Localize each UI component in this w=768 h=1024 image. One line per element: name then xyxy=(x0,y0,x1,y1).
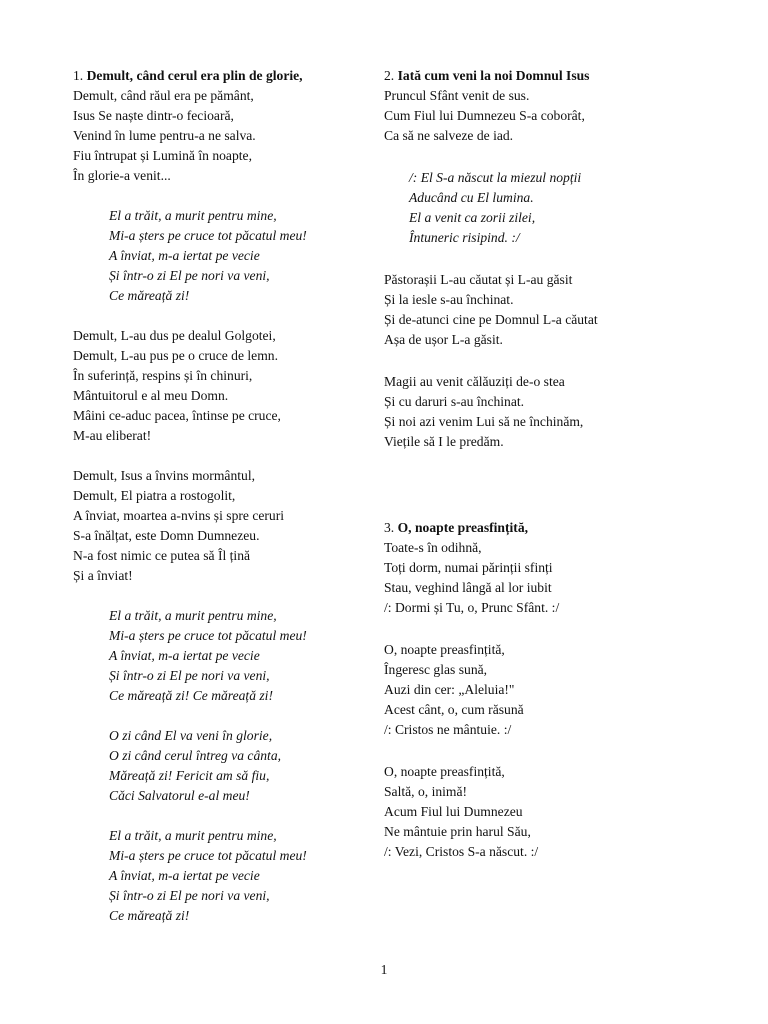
verse-line: Stau, veghind lângă al lor iubit xyxy=(384,580,552,595)
song-title xyxy=(384,518,744,538)
refrain-stanza xyxy=(73,206,373,306)
verse-stanza xyxy=(384,270,744,350)
page-number: 1 xyxy=(380,962,388,977)
verse-line: Venind în lume pentru-a ne salva. xyxy=(73,128,256,143)
song-title-text: O, noapte preasfințită, xyxy=(397,520,529,535)
verse-line: Ne mântuie prin harul Său, xyxy=(384,824,531,839)
verse-line: /: Cristos ne mântuie. :/ xyxy=(384,722,512,737)
song-2 xyxy=(384,66,744,452)
verse-line: O, noapte preasfințită, xyxy=(384,642,505,657)
refrain-line: Mi-a șters pe cruce tot păcatul meu! xyxy=(109,848,307,863)
song-title xyxy=(73,66,373,86)
refrain-line: A înviat, m-a iertat pe vecie xyxy=(109,248,260,263)
verse-line: Magii au venit călăuziți de-o stea xyxy=(384,374,565,389)
verse-stanza xyxy=(384,86,744,146)
refrain-line: Aducând cu El lumina. xyxy=(409,190,534,205)
refrain-line: El a venit ca zorii zilei, xyxy=(409,210,536,225)
verse-stanza xyxy=(384,538,744,618)
refrain-stanza xyxy=(73,826,373,926)
verse-line: În glorie-a venit... xyxy=(73,168,171,183)
verse-line: Saltă, o, inimă! xyxy=(384,784,468,799)
verse-line: A înviat, moartea a-nvins și spre ceruri xyxy=(73,508,285,523)
song-title-text: Iată cum veni la noi Domnul Isus xyxy=(397,68,590,83)
refrain-line: El a trăit, a murit pentru mine, xyxy=(109,828,277,843)
verse-line: Și de-atunci cine pe Domnul L-a căutat xyxy=(384,312,598,327)
verse-stanza xyxy=(384,372,744,452)
refrain-stanza xyxy=(73,606,373,706)
verse-line: Toți dorm, numai părinții sfinți xyxy=(384,560,553,575)
refrain-stanza xyxy=(73,726,373,806)
verse-line: Mântuitorul e al meu Domn. xyxy=(73,388,229,403)
verse-line: Și a înviat! xyxy=(73,568,133,583)
refrain-line: Și într-o zi El pe nori va veni, xyxy=(109,268,270,283)
verse-line: Și la iesle s-au închinat. xyxy=(384,292,514,307)
right-column xyxy=(384,66,744,862)
refrain-line: Și într-o zi El pe nori va veni, xyxy=(109,668,270,683)
verse-stanza xyxy=(73,326,373,446)
verse-line: Isus Se naște dintr-o fecioară, xyxy=(73,108,234,123)
song-number: 2. xyxy=(384,68,395,83)
verse-stanza xyxy=(73,86,373,186)
refrain-line: Întuneric risipind. :/ xyxy=(409,230,520,245)
verse-line: Demult, când răul era pe pământ, xyxy=(73,88,254,103)
refrain-line: Mi-a șters pe cruce tot păcatul meu! xyxy=(109,628,307,643)
verse-line: Păstorașii L-au căutat și L-au găsit xyxy=(384,272,573,287)
verse-line: Demult, El piatra a rostogolit, xyxy=(73,488,236,503)
verse-line: Viețile să I le predăm. xyxy=(384,434,504,449)
verse-line: N-a fost nimic ce putea să Îl țină xyxy=(73,548,251,563)
refrain-line: Măreață zi! Fericit am să fiu, xyxy=(109,768,270,783)
verse-line: S-a înălțat, este Domn Dumnezeu. xyxy=(73,528,260,543)
refrain-line: A înviat, m-a iertat pe vecie xyxy=(109,868,260,883)
song-number: 3. xyxy=(384,520,395,535)
verse-line: Cum Fiul lui Dumnezeu S-a coborât, xyxy=(384,108,585,123)
song-title xyxy=(384,66,744,86)
refrain-line: Ce măreață zi! xyxy=(109,288,190,303)
verse-line: În suferință, respins și în chinuri, xyxy=(73,368,253,383)
song-3 xyxy=(384,518,744,862)
verse-line: /: Vezi, Cristos S-a născut. :/ xyxy=(384,844,539,859)
verse-line: Toate-s în odihnă, xyxy=(384,540,482,555)
verse-line: Auzi din cer: „Aleluia!" xyxy=(384,682,515,697)
refrain-line: El a trăit, a murit pentru mine, xyxy=(109,608,277,623)
refrain-line: Ce măreață zi! xyxy=(109,908,190,923)
verse-line: Acest cânt, o, cum răsună xyxy=(384,702,524,717)
verse-line: Mâini ce-aduc pacea, întinse pe cruce, xyxy=(73,408,281,423)
verse-line: Ca să ne salveze de iad. xyxy=(384,128,514,143)
verse-line: Acum Fiul lui Dumnezeu xyxy=(384,804,523,819)
verse-stanza xyxy=(384,640,744,740)
verse-line: O, noapte preasfințită, xyxy=(384,764,505,779)
verse-line: M-au eliberat! xyxy=(73,428,152,443)
verse-line: Și cu daruri s-au închinat. xyxy=(384,394,525,409)
verse-line: Fiu întrupat și Lumină în noapte, xyxy=(73,148,252,163)
refrain-line: El a trăit, a murit pentru mine, xyxy=(109,208,277,223)
verse-line: Demult, L-au pus pe o cruce de lemn. xyxy=(73,348,278,363)
verse-line: Demult, L-au dus pe dealul Golgotei, xyxy=(73,328,276,343)
refrain-line: Ce măreață zi! Ce măreață zi! xyxy=(109,688,273,703)
verse-line: Pruncul Sfânt venit de sus. xyxy=(384,88,530,103)
verse-line: Îngeresc glas sună, xyxy=(384,662,488,677)
refrain-line: O zi când El va veni în glorie, xyxy=(109,728,273,743)
refrain-line: Și într-o zi El pe nori va veni, xyxy=(109,888,270,903)
left-column xyxy=(73,66,373,926)
refrain-line: Mi-a șters pe cruce tot păcatul meu! xyxy=(109,228,307,243)
verse-stanza xyxy=(384,762,744,862)
song-1 xyxy=(73,66,373,926)
verse-stanza xyxy=(73,466,373,586)
verse-line: Așa de ușor L-a găsit. xyxy=(384,332,503,347)
refrain-stanza xyxy=(384,168,744,248)
refrain-line: /: El S-a născut la miezul nopții xyxy=(409,170,582,185)
refrain-line: Căci Salvatorul e-al meu! xyxy=(109,788,250,803)
song-title-text: Demult, când cerul era plin de glorie, xyxy=(86,68,303,83)
verse-line: /: Dormi și Tu, o, Prunc Sfânt. :/ xyxy=(384,600,560,615)
song-number: 1. xyxy=(73,68,84,83)
verse-line: Demult, Isus a învins mormântul, xyxy=(73,468,255,483)
verse-line: Și noi azi venim Lui să ne închinăm, xyxy=(384,414,584,429)
refrain-line: O zi când cerul întreg va cânta, xyxy=(109,748,282,763)
refrain-line: A înviat, m-a iertat pe vecie xyxy=(109,648,260,663)
